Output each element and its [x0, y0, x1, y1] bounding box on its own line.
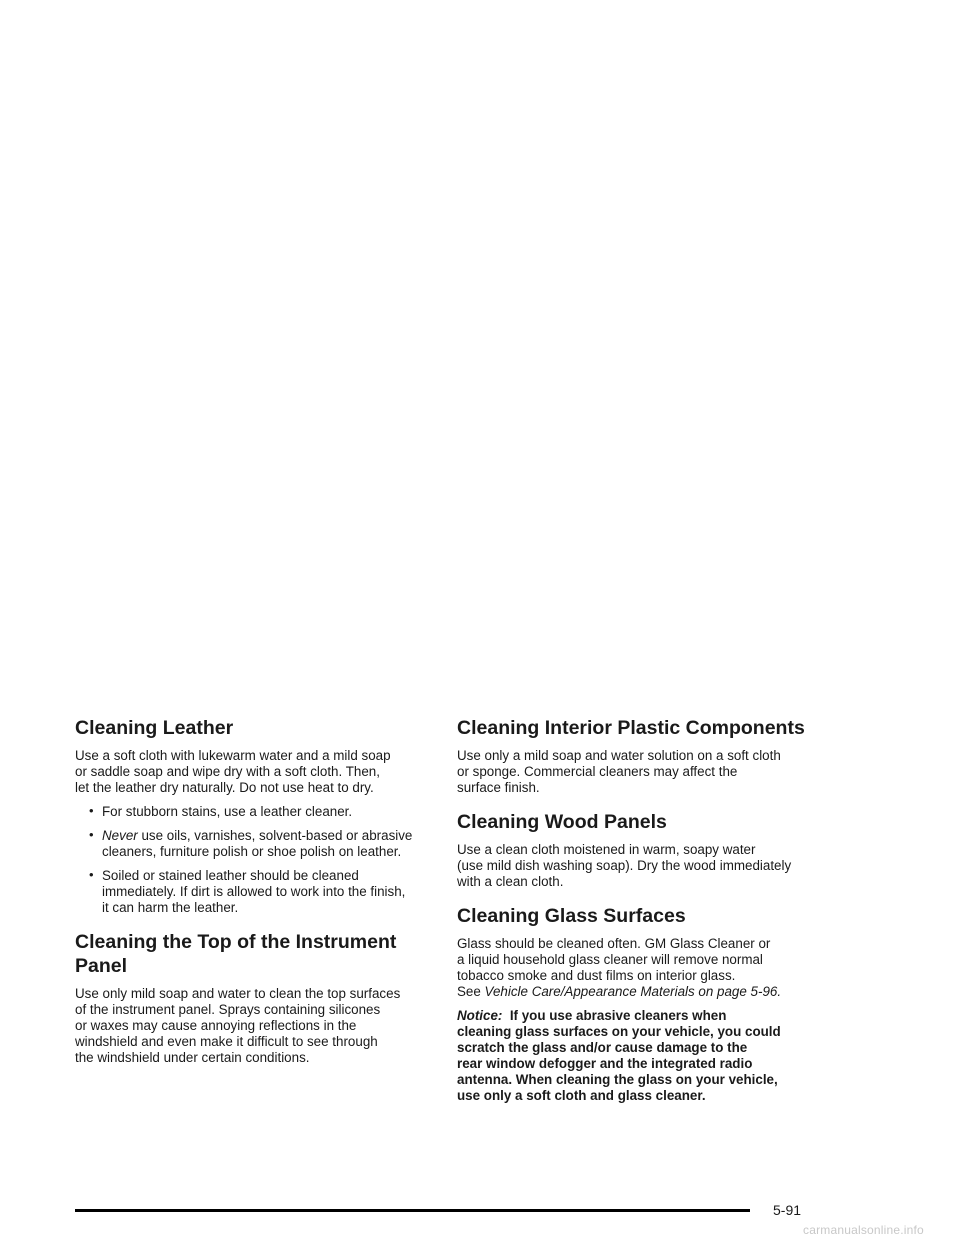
list-item: • Soiled or stained leather should be cleaned immediately. If dirt is allowed to work into the finish, it can harm the leather. [89, 867, 406, 915]
footer-rule [75, 1209, 750, 1212]
glass-body: Glass should be cleaned often. GM Glass Cleaner or a liquid household glass cleaner will remove normal tobacco smoke and dust films on interior glass. See Vehicle Care/Appearance Materials on page 5-96. [457, 936, 782, 999]
heading-instrument-panel: Cleaning the Top of the Instrument Panel [75, 931, 397, 977]
cross-reference-link[interactable]: Vehicle Care/Appearance Materials on page 5-96. [484, 984, 782, 999]
instrument-panel-body: Use only mild soap and water to clean the top surfaces of the instrument panel. Sprays containing silicones or waxes may cause annoying reflections in the windshield and even make it difficult to see through the windshield under certain conditions. [75, 986, 401, 1065]
right-column [457, 716, 819, 1112]
heading-glass-surfaces: Cleaning Glass Surfaces [457, 905, 686, 927]
plastic-body: Use only a mild soap and water solution on a soft cloth or sponge. Commercial cleaners may affect the surface finish. [457, 748, 781, 795]
page-number: 5-91 [773, 1202, 802, 1218]
leather-intro: Use a soft cloth with lukewarm water and a mild soap or saddle soap and wipe dry with a soft cloth. Then, let the leather dry naturally. Do not use heat to dry. [75, 748, 391, 795]
wood-body: Use a clean cloth moistened in warm, soapy water (use mild dish washing soap). Dry the wood immediately with a clean cloth. [457, 842, 792, 889]
leather-bullet-list [75, 804, 437, 916]
bullet-icon: • [89, 803, 94, 818]
notice-block: Notice: If you use abrasive cleaners when cleaning glass surfaces on your vehicle, you could scratch the glass and/or cause damage to the rear window defogger and the integrated radio antenna. When cleaning the glass on your vehicle, use only a soft cloth and glass cleaner. [457, 1008, 781, 1103]
heading-cleaning-leather: Cleaning Leather [75, 717, 234, 739]
bullet-icon: • [89, 827, 94, 842]
list-item: • Never use oils, varnishes, solvent-based or abrasive cleaners, furniture polish or shoe polish on leather. [89, 827, 413, 859]
heading-wood-panels: Cleaning Wood Panels [457, 811, 667, 833]
watermark: carmanualsonline.info [803, 1223, 924, 1237]
heading-interior-plastic: Cleaning Interior Plastic Components [457, 717, 805, 739]
left-column [75, 716, 437, 1074]
bullet-icon: • [89, 867, 94, 882]
list-item: • For stubborn stains, use a leather cleaner. [89, 803, 353, 819]
notice-label: Notice: [457, 1008, 503, 1023]
emphasis-never: Never [102, 828, 138, 843]
